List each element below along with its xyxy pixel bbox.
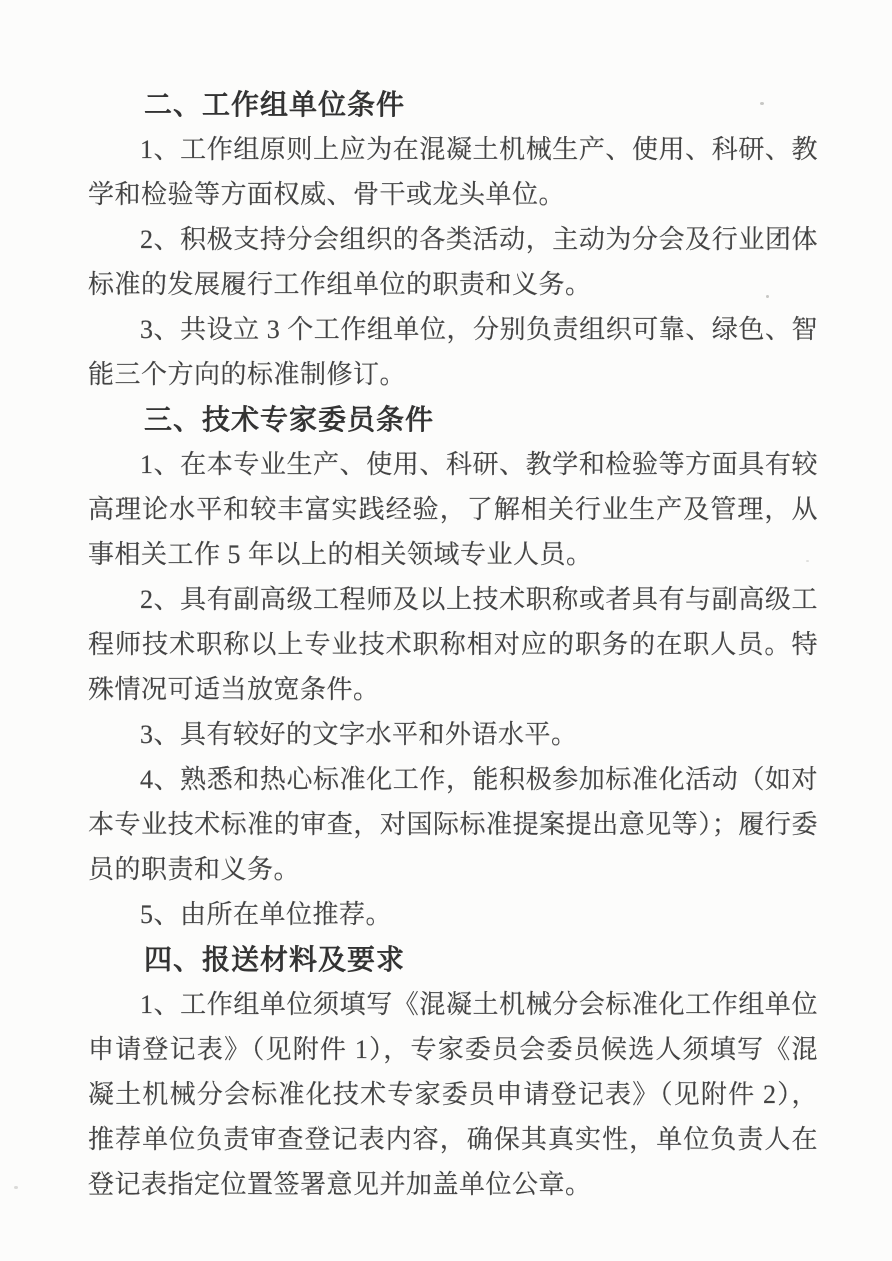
scan-speck — [760, 102, 764, 105]
paragraph: 3、共设立 3 个工作组单位，分别负责组织可靠、绿色、智能三个方向的标准制修订。 — [88, 315, 818, 389]
scan-speck — [766, 295, 769, 298]
paragraph: 5、由所在单位推荐。 — [140, 900, 393, 929]
paragraph: 1、在本专业生产、使用、科研、教学和检验等方面具有较高理论水平和较丰富实践经验，了解相关行业生产及管理，从事相关工作 5 年以上的相关领域专业人员。 — [88, 450, 818, 569]
paragraph: 3、具有较好的文字水平和外语水平。 — [140, 720, 578, 749]
paragraph: 2、积极支持分会组织的各类活动，主动为分会及行业团体标准的发展履行工作组单位的职责和义务。 — [88, 225, 818, 299]
paragraph: 1、工作组原则上应为在混凝土机械生产、使用、科研、教学和检验等方面权威、骨干或龙头单位。 — [88, 135, 818, 209]
section-heading: 四、报送材料及要求 — [144, 944, 406, 975]
document-content — [88, 82, 818, 1207]
paragraph: 1、工作组单位须填写《混凝土机械分会标准化工作组单位申请登记表》（见附件 1），专家委员会委员候选人须填写《混凝土机械分会标准化技术专家委员申请登记表》（见附件 2），推荐单位负责审查登记表内容，确保其真实性，单位负责人在登记表指定位置签署意见并加盖单位公章。 — [88, 990, 818, 1199]
section-heading: 三、技术专家委员条件 — [144, 404, 435, 435]
section-heading: 二、工作组单位条件 — [144, 89, 406, 120]
paragraph: 2、具有副高级工程师及以上技术职称或者具有与副高级工程师技术职称以上专业技术职称相对应的职务的在职人员。特殊情况可适当放宽条件。 — [88, 585, 818, 704]
paragraph: 4、熟悉和热心标准化工作，能积极参加标准化活动（如对本专业技术标准的审查，对国际标准提案提出意见等）；履行委员的职责和义务。 — [88, 765, 818, 884]
scan-speck — [806, 560, 809, 562]
scan-speck — [14, 1186, 18, 1189]
